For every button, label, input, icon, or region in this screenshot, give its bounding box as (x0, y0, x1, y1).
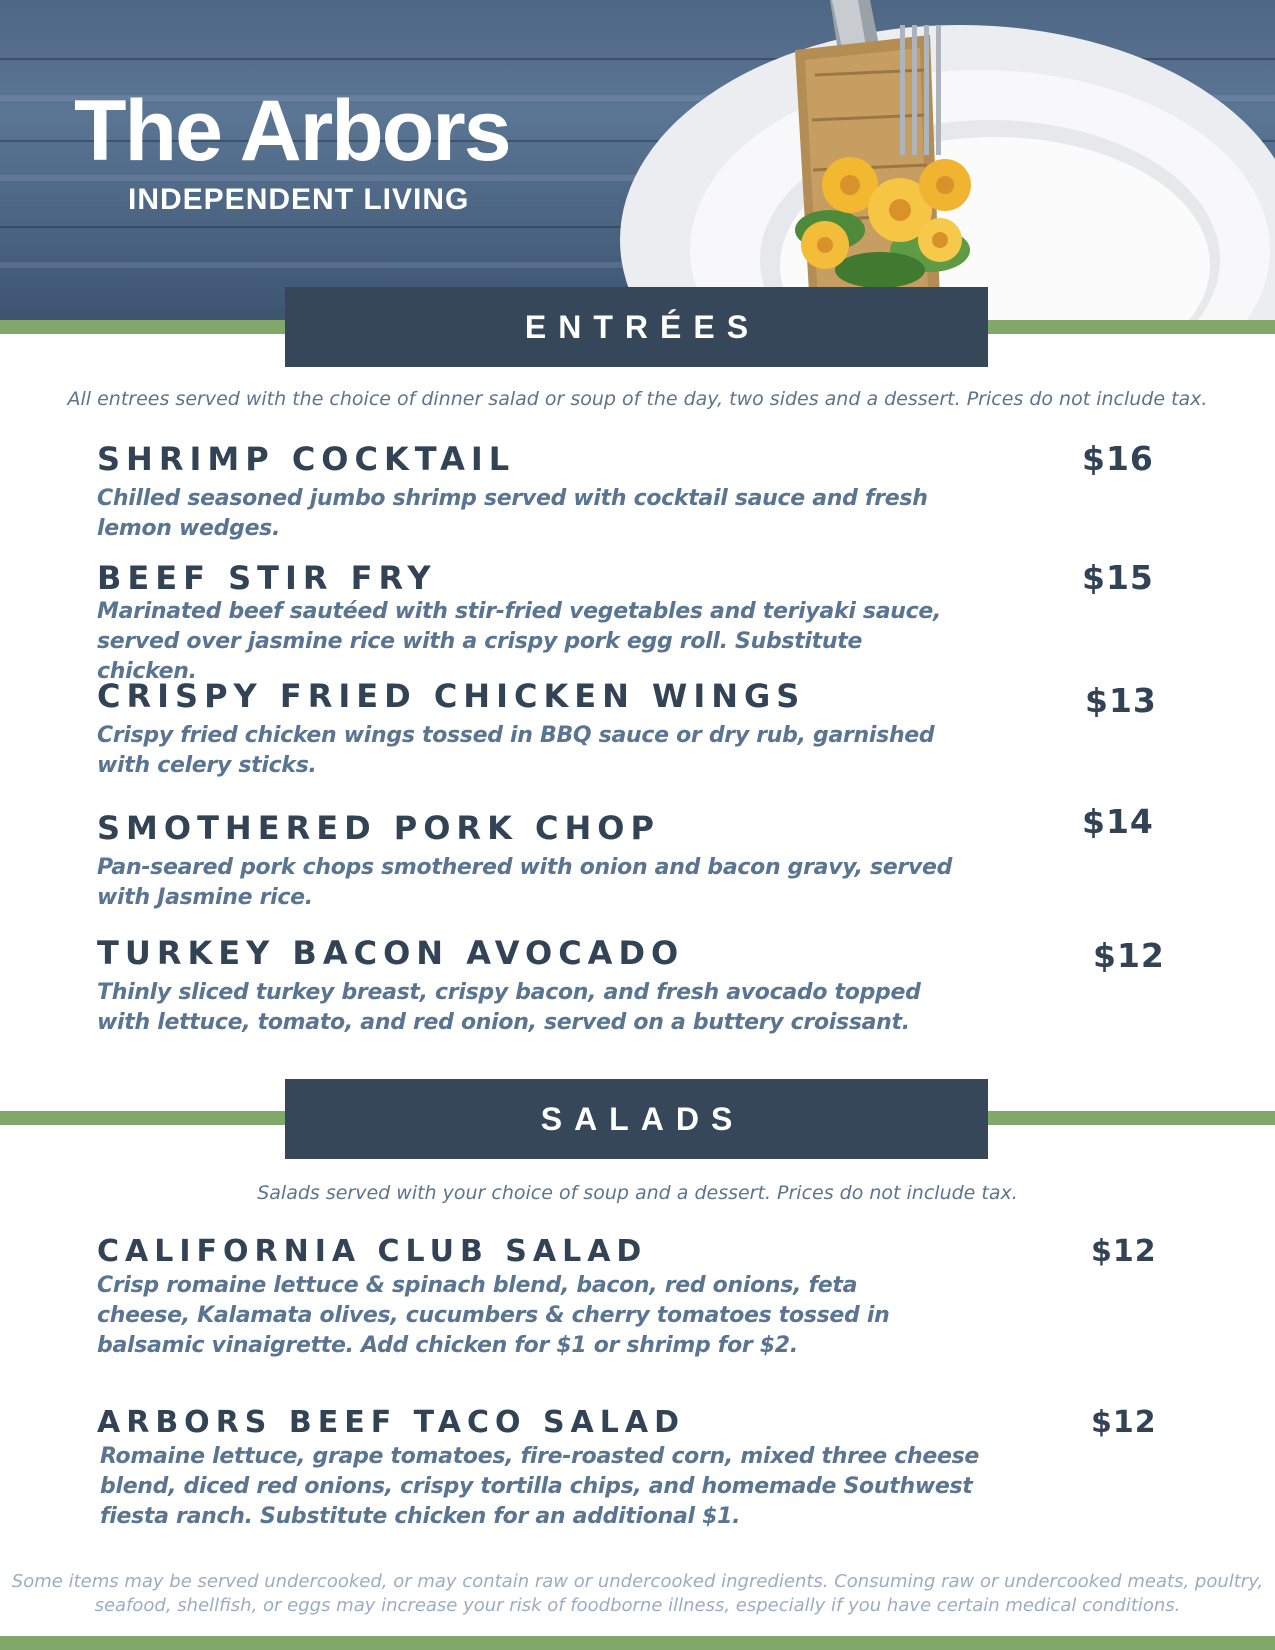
section-header-entrees: ENTRÉES (285, 287, 988, 367)
menu-item-price: $12 (1091, 1405, 1157, 1440)
section-header-salads: SALADS (285, 1079, 988, 1159)
header-banner (0, 0, 1275, 320)
menu-item-price: $13 (1085, 681, 1157, 720)
menu-item-name: CRISPY FRIED CHICKEN WINGS (97, 677, 806, 715)
menu-item-description: Pan-seared pork chops smothered with onion and bacon gravy, served with Jasmine rice. (97, 855, 953, 910)
entrees-note: All entrees served with the choice of dinner salad or soup of the day, two sides and a dessert. Prices do not include tax. (67, 388, 1208, 410)
menu-item-name: CALIFORNIA CLUB SALAD (97, 1234, 648, 1269)
salads-note: Salads served with your choice of soup and a dessert. Prices do not include tax. (257, 1182, 1018, 1204)
food-safety-disclaimer: Some items may be served undercooked, or may contain raw or undercooked ingredients. Consuming raw or undercooked meats, poultry, seafood, shellfish, or eggs may increase your risk of foodborne illness, especially if you have certain medical conditions. (11, 1571, 1264, 1616)
green-divider-bottom (0, 1636, 1275, 1650)
menu-item-price: $16 (1082, 439, 1154, 478)
menu-item-description: Crispy fried chicken wings tossed in BBQ sauce or dry rub, garnished with celery sticks. (97, 723, 935, 778)
brand-subtitle: INDEPENDENT LIVING (128, 183, 470, 216)
menu-item-description: Romaine lettuce, grape tomatoes, fire-roasted corn, mixed three cheese blend, diced red onions, crispy tortilla chips, and homemade Southwest fiesta ranch. Substitute chicken for an additional $1. (100, 1444, 980, 1529)
menu-item-description: Chilled seasoned jumbo shrimp served with cocktail sauce and fresh lemon wedges. (97, 486, 928, 541)
menu-item-price: $14 (1082, 802, 1154, 841)
menu-item-price: $12 (1093, 936, 1165, 975)
menu-item-name: TURKEY BACON AVOCADO (97, 934, 685, 972)
menu-item-price: $15 (1082, 558, 1154, 597)
menu-item-name: SHRIMP COCKTAIL (97, 440, 516, 478)
menu-item-name: ARBORS BEEF TACO SALAD (97, 1405, 686, 1440)
menu-item-description: Crisp romaine lettuce & spinach blend, bacon, red onions, feta cheese, Kalamata olives, cucumbers & cherry tomatoes tossed in balsamic vinaigrette. Add chicken for $1 or shrimp for $2. (97, 1273, 890, 1358)
plate-napkin-image (600, 0, 1275, 320)
menu-item-price: $12 (1091, 1234, 1157, 1269)
brand-title: The Arbors (74, 83, 510, 179)
menu-item-name: SMOTHERED PORK CHOP (97, 809, 660, 847)
menu-item-name: BEEF STIR FRY (97, 559, 437, 597)
menu-item-description: Thinly sliced turkey breast, crispy bacon, and fresh avocado topped with lettuce, tomato, and red onion, served on a buttery croissant. (97, 980, 921, 1035)
menu-item-description: Marinated beef sautéed with stir-fried vegetables and teriyaki sauce, served over jasmine rice with a crispy pork egg roll. Substitute chicken. (97, 599, 942, 684)
